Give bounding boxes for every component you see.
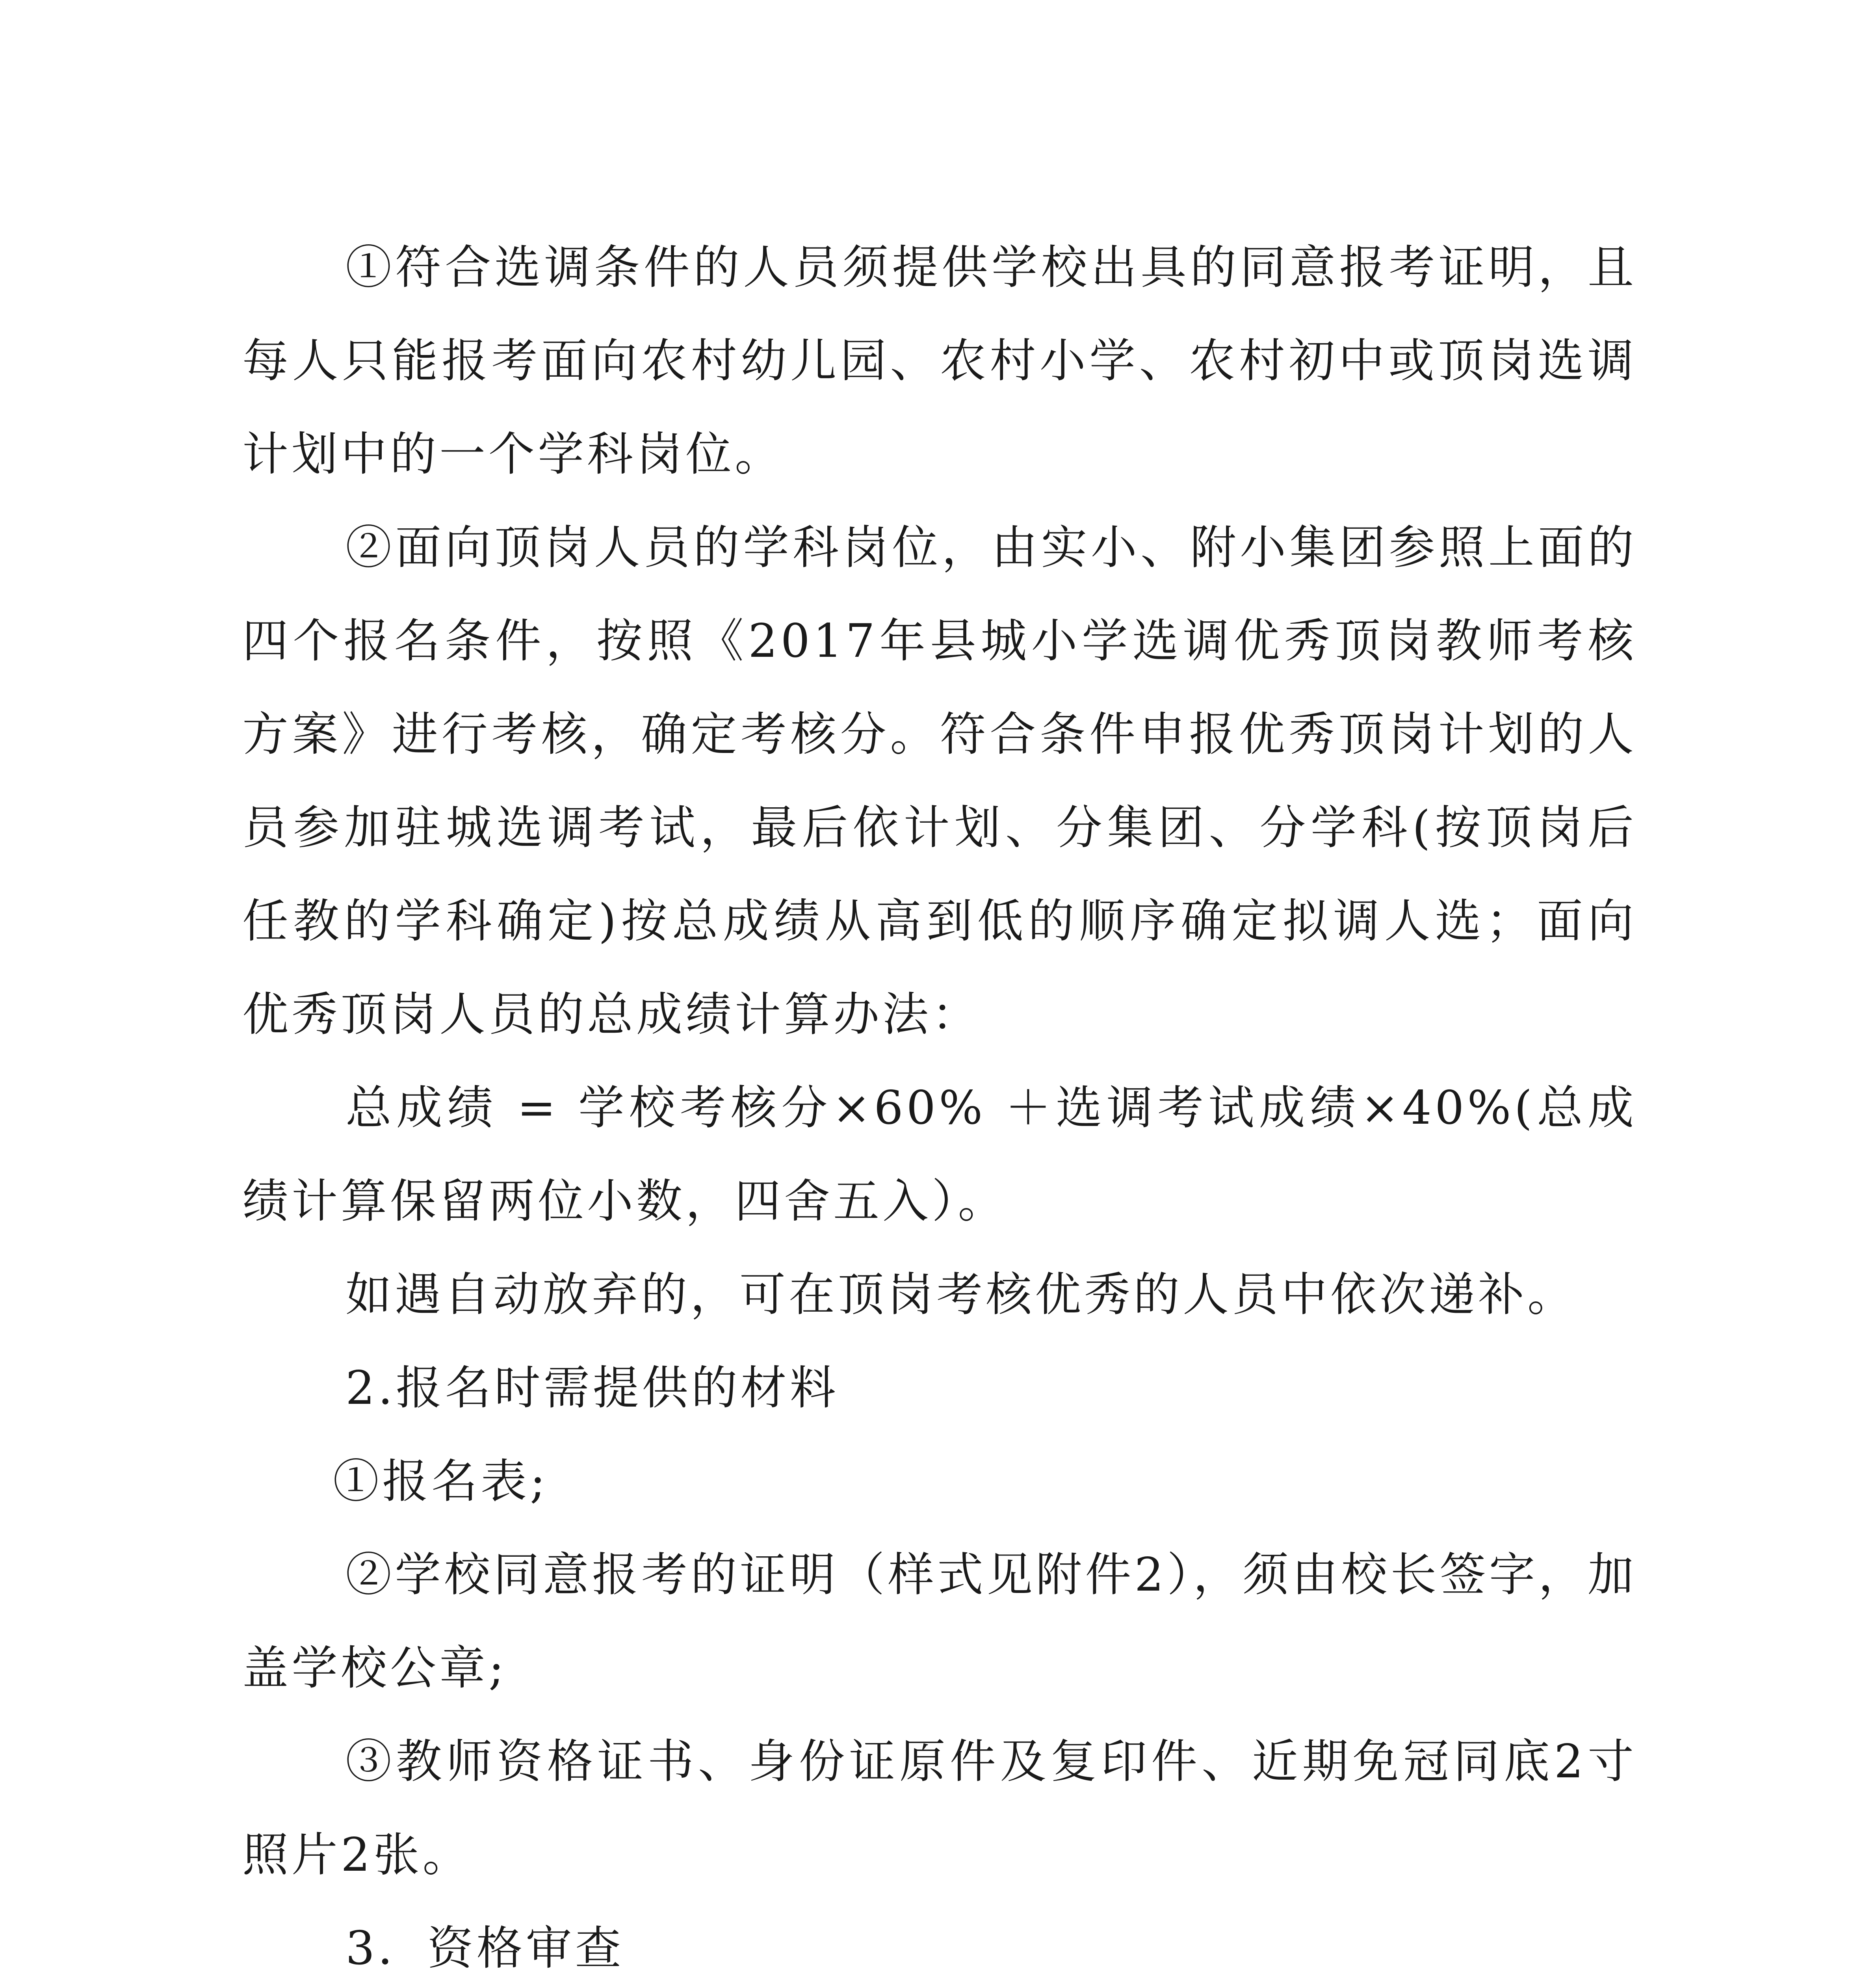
paragraph-score-formula: 总成绩 = 学校考核分×60% ＋选调考试成绩×40%(总成绩计算保留两位小数，四舍五入）。 bbox=[242, 1081, 1637, 1228]
paragraph-post-candidates: ②面向顶岗人员的学科岗位，由实小、附小集团参照上面的四个报名条件，按照《2017年县城小学选调优秀顶岗教师考核方案》进行考核，确定考核分。符合条件申报优秀顶岗计划的人员参加驻城选调考试，最后依计划、分集团、分学科(按顶岗后任教的学科确定)按总成绩从高到低的顺序确定拟调人选；面向优秀顶岗人员的总成绩计算办法： bbox=[242, 520, 1637, 1041]
list-item-registration-form: ①报名表; bbox=[333, 1454, 549, 1508]
section-heading-materials: 2.报名时需提供的材料 bbox=[345, 1361, 839, 1415]
list-item-certificates: ③教师资格证书、身份证原件及复印件、近期免冠同底2寸照片2张。 bbox=[242, 1734, 1637, 1882]
section-heading-qualification-review: 3．资格审查 bbox=[345, 1921, 624, 1970]
paragraph-replacement: 如遇自动放弃的，可在顶岗考核优秀的人员中依次递补。 bbox=[345, 1267, 1577, 1321]
list-item-school-proof: ②学校同意报考的证明（样式见附件2），须由校长签字，加盖学校公章; bbox=[242, 1548, 1637, 1695]
document-body bbox=[242, 221, 1637, 1970]
paragraph-registration-proof: ①符合选调条件的人员须提供学校出具的同意报考证明，且每人只能报考面向农村幼儿园、农村小学、农村初中或顶岗选调计划中的一个学科岗位。 bbox=[242, 240, 1637, 481]
